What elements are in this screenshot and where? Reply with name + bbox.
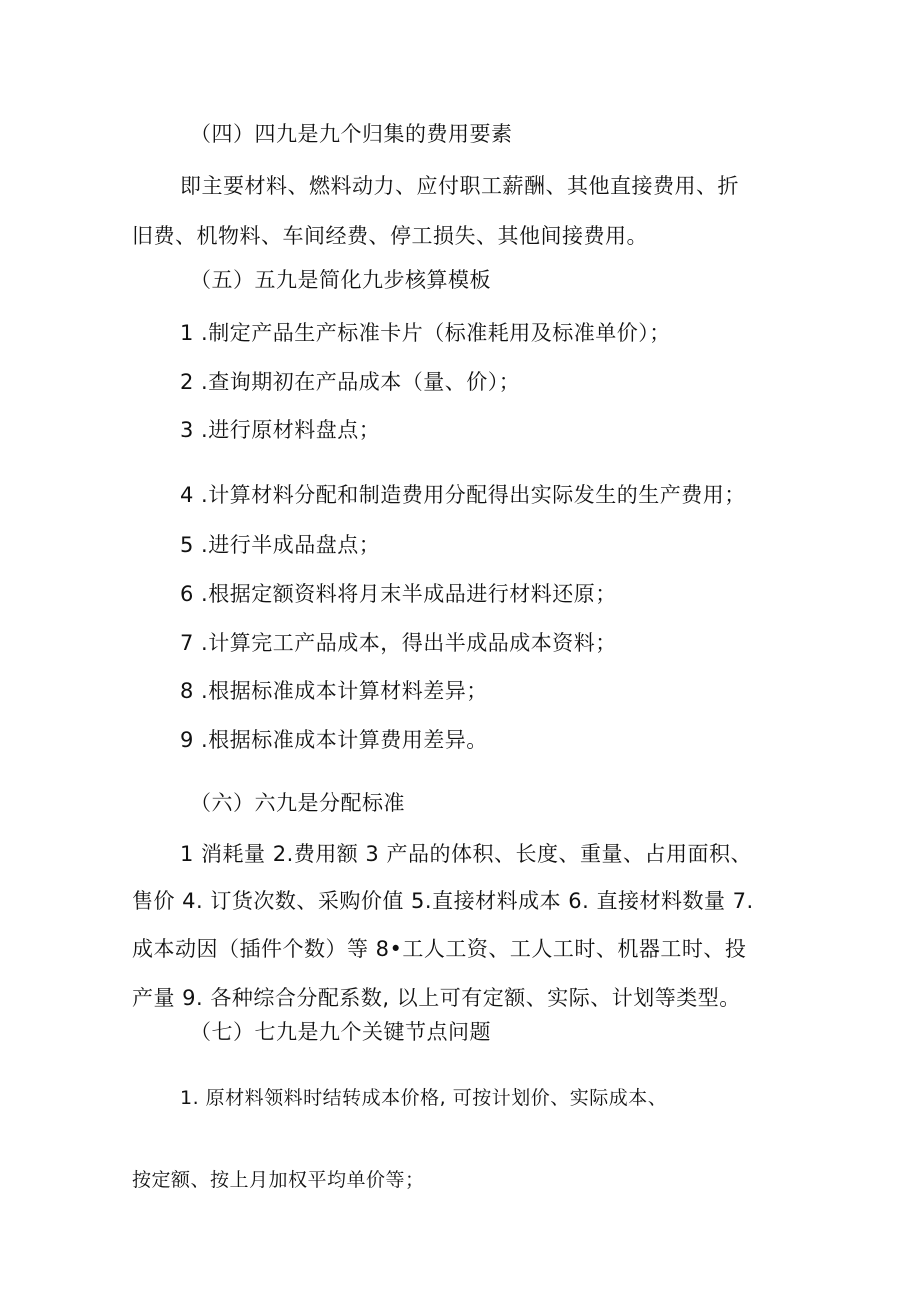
section-4-heading: （四）四九是九个归集的费用要素: [190, 122, 513, 146]
section-4-body-line-2: 旧费、机物料、车间经费、停工损失、其他间接费用。: [132, 224, 648, 248]
step-9: 9 .根据标准成本计算费用差异。: [180, 728, 488, 752]
section-6-body-line-3: 成本动因（插件个数）等 8•工人工资、工人工时、机器工时、投: [132, 937, 747, 961]
step-5: 5 .进行半成品盘点；: [180, 533, 381, 557]
step-7: 7 .计算完工产品成本，得出半成品成本资料；: [180, 631, 617, 655]
step-8: 8 .根据标准成本计算材料差异；: [180, 679, 488, 703]
section-6-body-line-2: 售价 4. 订货次数、采购价值 5.直接材料成本 6. 直接材料数量 7.: [132, 889, 754, 913]
section-6-heading: （六）六九是分配标准: [190, 791, 405, 815]
section-7-item-1-line-1: 1. 原材料领料时结转成本价格, 可按计划价、实际成本、: [180, 1087, 668, 1109]
step-6: 6 .根据定额资料将月末半成品进行材料还原；: [180, 582, 617, 606]
section-5-heading: （五）五九是简化九步核算模板: [190, 268, 491, 292]
step-2: 2 .查询期初在产品成本（量、价）；: [180, 370, 521, 394]
section-4-body-line-1: 即主要材料、燃料动力、应付职工薪酬、其他直接费用、折: [180, 174, 739, 198]
section-7-item-1-line-2: 按定额、按上月加权平均单价等；: [132, 1169, 425, 1191]
section-6-body-line-4: 产量 9. 各种综合分配系数, 以上可有定额、实际、计划等类型。: [132, 986, 741, 1010]
step-1: 1 .制定产品生产标准卡片（标准耗用及标准单价）；: [180, 321, 671, 345]
step-3: 3 .进行原材料盘点；: [180, 418, 381, 442]
section-6-body-line-1: 1 消耗量 2.费用额 3 产品的体积、长度、重量、占用面积、: [180, 842, 752, 866]
section-7-heading: （七）七九是九个关键节点问题: [190, 1020, 491, 1044]
step-4: 4 .计算材料分配和制造费用分配得出实际发生的生产费用；: [180, 483, 746, 507]
